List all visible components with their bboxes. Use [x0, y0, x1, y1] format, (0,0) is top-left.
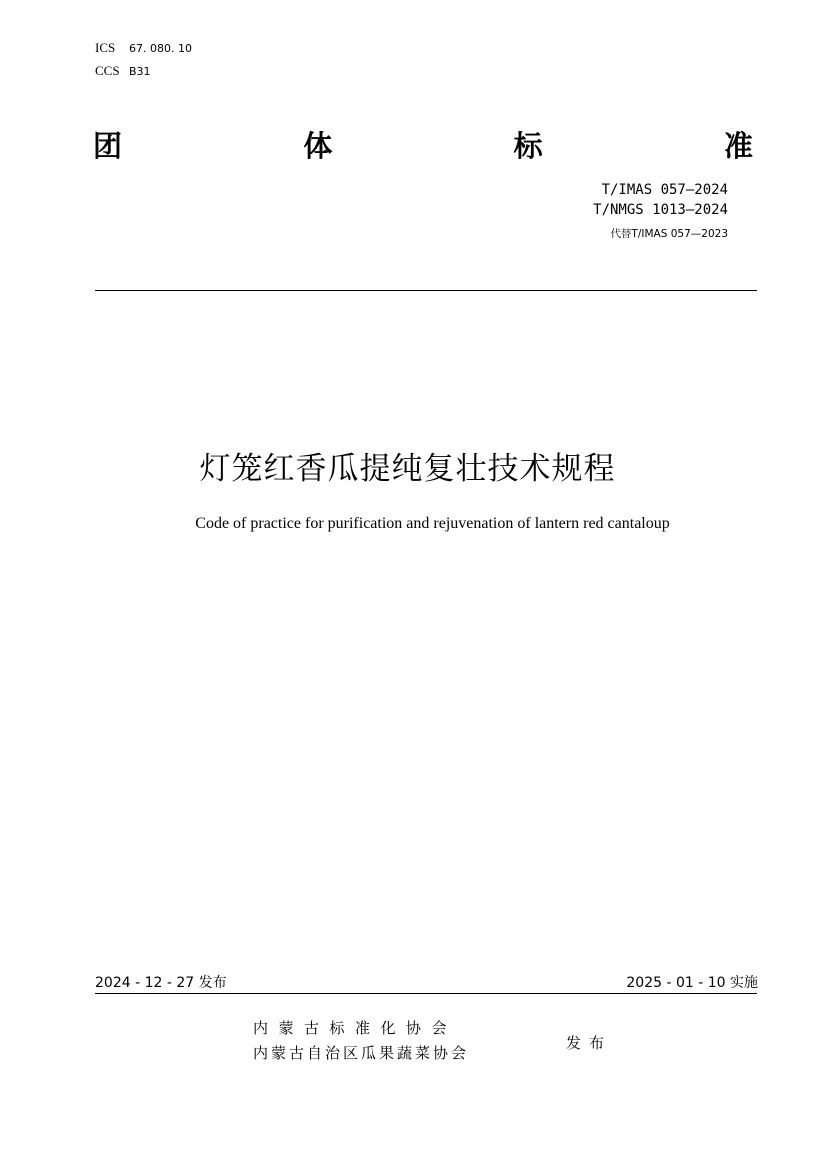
standard-number-primary: T/IMAS 057—2024	[601, 182, 728, 198]
publisher-list	[253, 1016, 469, 1066]
doc-type-char: 准	[723, 128, 753, 163]
doc-type-char: 标	[513, 128, 543, 163]
doc-type-char: 团	[93, 128, 123, 163]
title-english: Code of practice for purification and rejuvenation of lantern red cantaloup	[195, 515, 670, 532]
publisher-org-1: 内蒙古标准化协会	[253, 1019, 458, 1037]
implementation-date: 2025 - 01 - 10 实施	[626, 975, 758, 991]
publish-label: 发布	[566, 1034, 613, 1052]
ics-value: 67. 080. 10	[129, 42, 192, 55]
doc-type-char: 体	[303, 128, 333, 163]
ccs-value: B31	[129, 65, 151, 78]
ics-label: ICS	[95, 40, 116, 55]
ccs-label: CCS	[95, 63, 120, 78]
standard-numbers	[593, 180, 728, 242]
release-date: 2024 - 12 - 27 发布	[95, 975, 227, 991]
publisher-org-2: 内蒙古自治区瓜果蔬菜协会	[253, 1044, 470, 1062]
standard-number-secondary: T/NMGS 1013—2024	[593, 202, 728, 218]
ccs-code	[95, 63, 151, 80]
replaces-standard: 代替T/IMAS 057—2023	[610, 228, 728, 240]
top-divider	[95, 290, 757, 291]
document-type-heading	[93, 124, 753, 164]
bottom-divider	[95, 993, 757, 994]
title-chinese: 灯笼红香瓜提纯复壮技术规程	[199, 451, 616, 487]
ics-code	[95, 40, 192, 57]
